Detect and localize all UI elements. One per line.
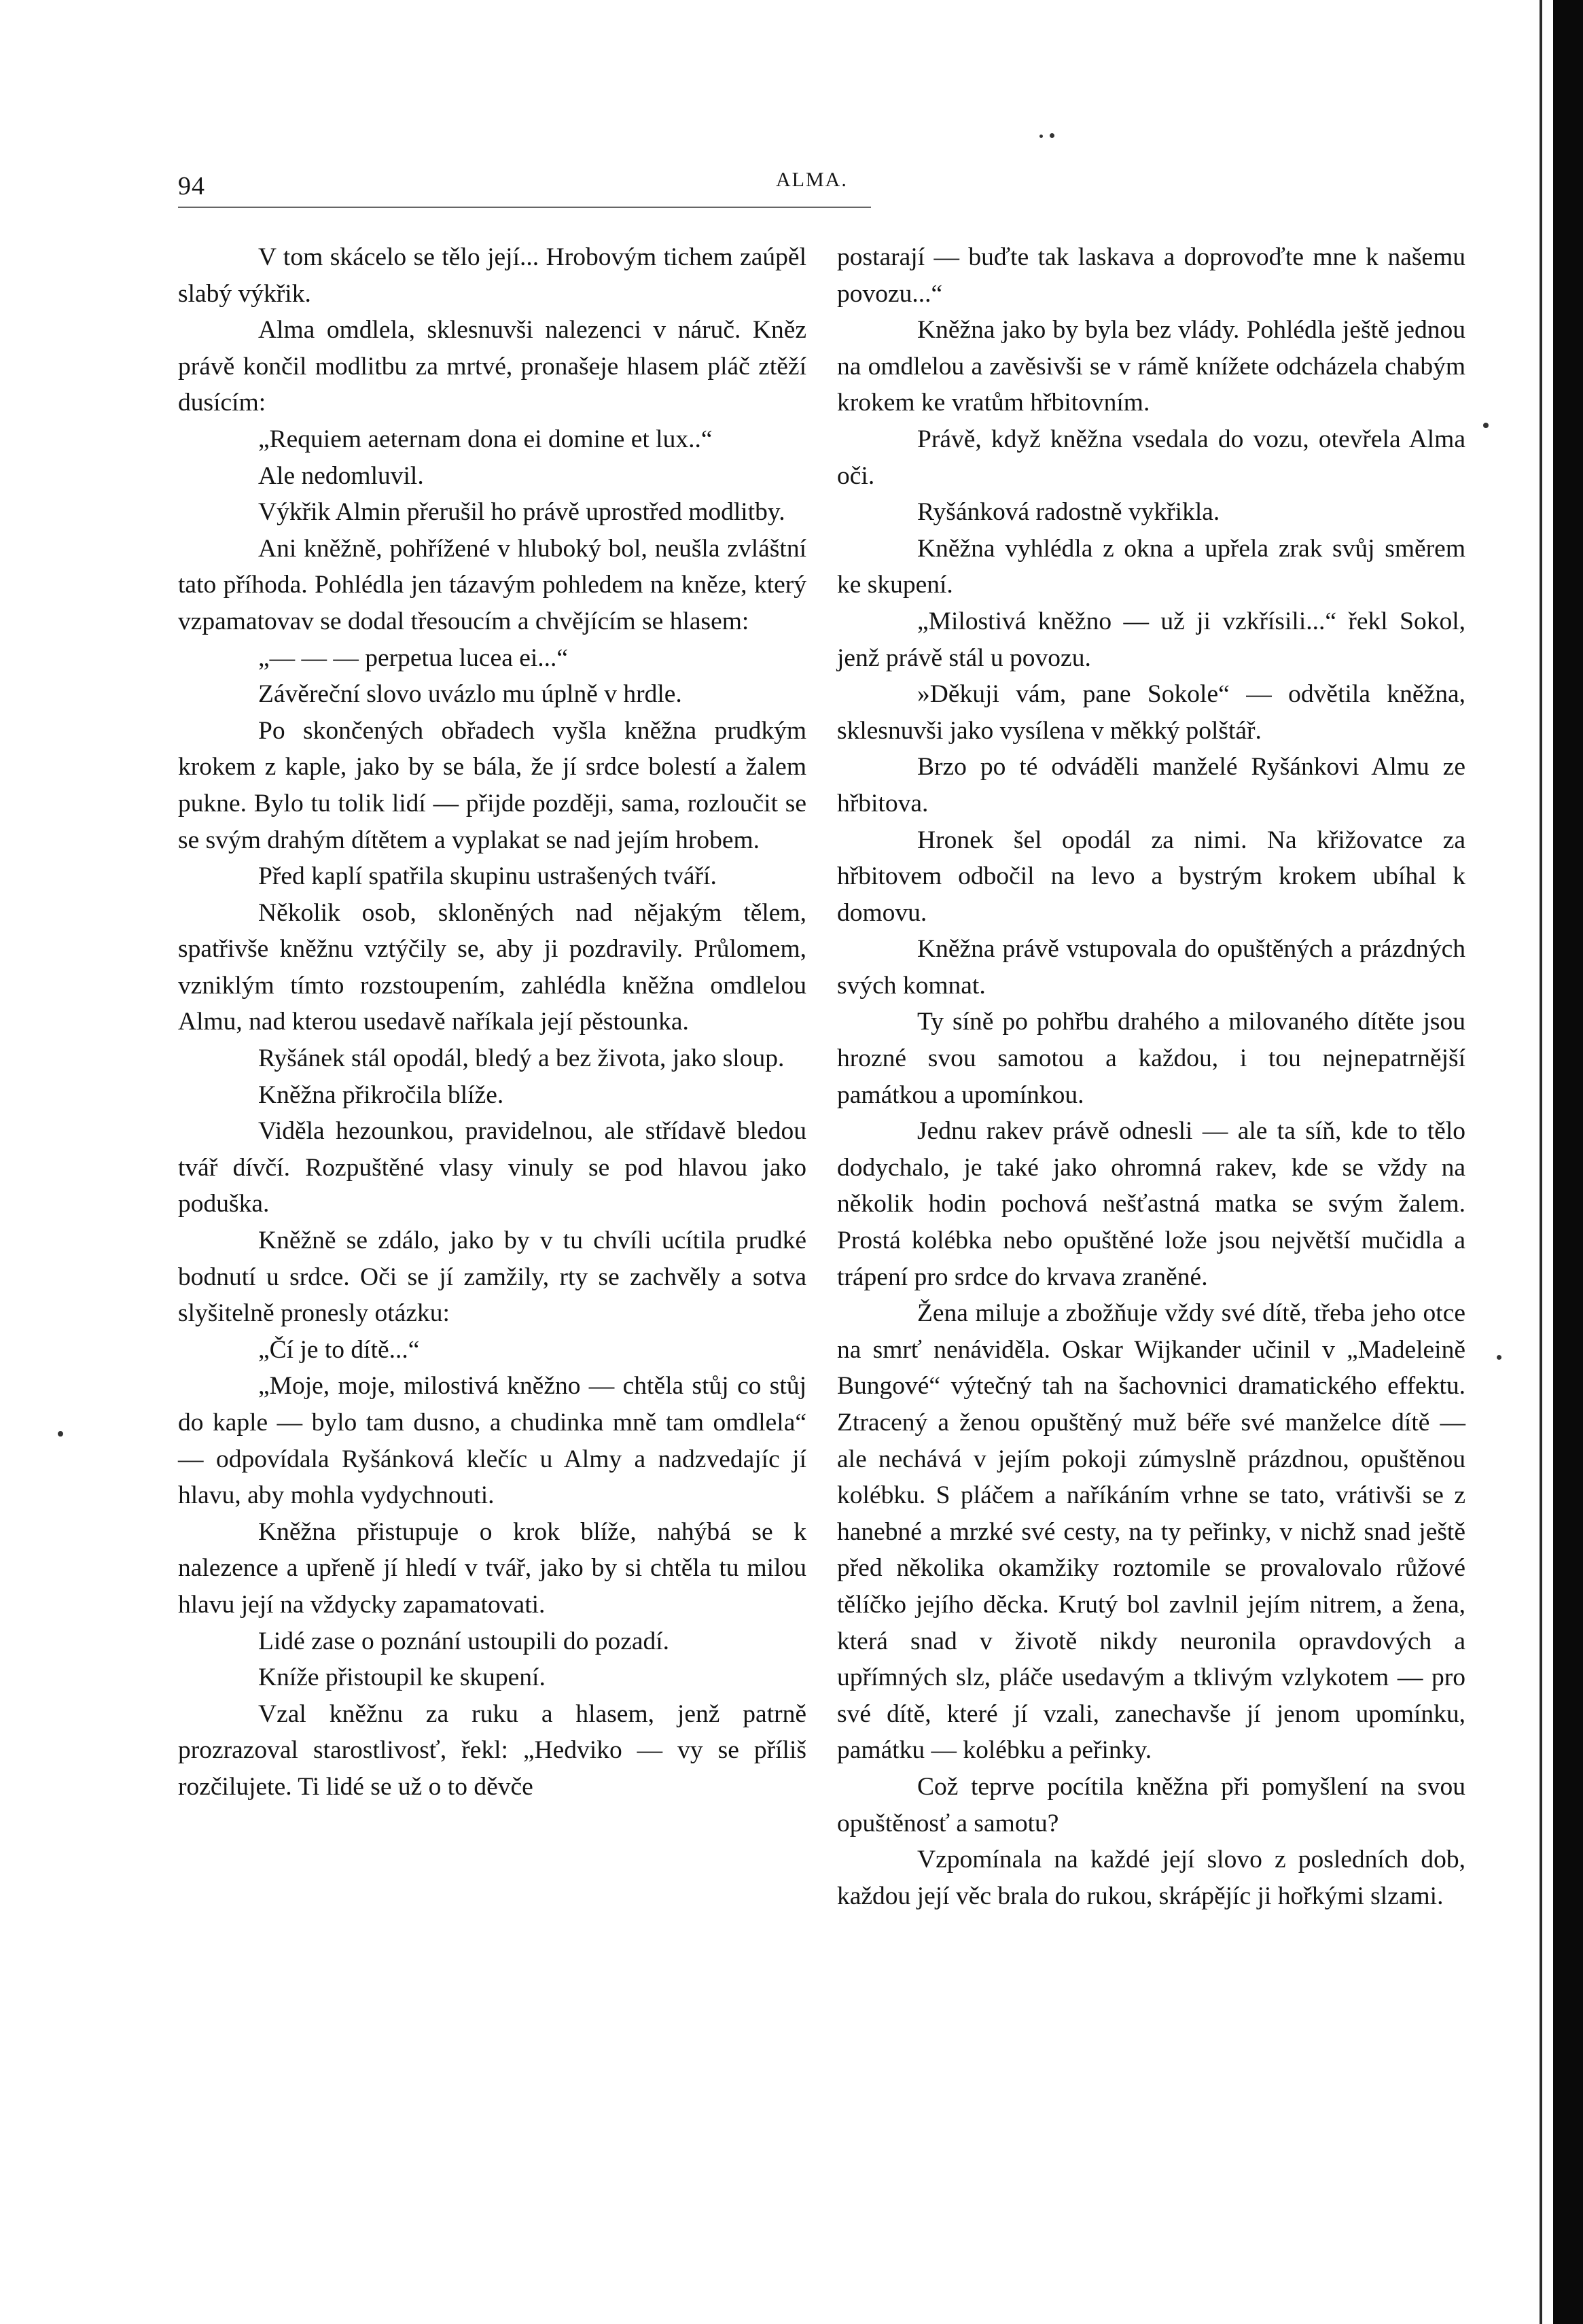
paragraph: Brzo po té odváděli manželé Ryšánkovi Almu ze hřbitova. xyxy=(837,753,1465,817)
scan-speck xyxy=(1050,133,1054,138)
paragraph: „Moje, moje, milostivá kněžno — chtěla stůj co stůj do kaple — bylo tam dusno, a chudinka mně tam omdlela“ — odpovídala Ryšánková klečíc u Almy a nadzvedajíc jí hlavu, aby mohla vydychnouti. xyxy=(178,1372,806,1510)
paragraph: Kněžna jako by byla bez vlády. Pohlédla ještě jednou na omdlelou a zavěsivši se v rámě knížete odcházela chabým krokem ke vratům hřbitovním. xyxy=(837,316,1465,417)
paragraph: Kněžna přistupuje o krok blíže, nahýbá se k nalezence a upřeně jí hledí v tvář, jako by si chtěla tu milou hlavu její na vždycky zapamatovati. xyxy=(178,1517,806,1619)
paragraph: postarají — buďte tak laskava a doprovoďte mne k našemu povozu...“ xyxy=(837,243,1465,308)
paragraph: Viděla hezounkou, pravidelnou, ale střídavě bledou tvář dívčí. Rozpuštěné vlasy vinuly se pod hlavou jako poduška. xyxy=(178,1117,806,1218)
page-header xyxy=(178,169,871,209)
scan-edge-bar xyxy=(1553,0,1583,2324)
paragraph: Kněžna právě vstupovala do opuštěných a prázdných svých komnat. xyxy=(837,935,1465,1000)
paragraph: Lidé zase o poznání ustoupili do pozadí. xyxy=(258,1627,670,1655)
paragraph: „Milostivá kněžno — už ji vzkřísili...“ řekl Sokol, jenž právě stál u povozu. xyxy=(837,607,1465,672)
paragraph: „Requiem aeternam dona ei domine et lux..“ xyxy=(258,425,713,453)
paragraph: Závěreční slovo uvázlo mu úplně v hrdle. xyxy=(258,680,682,709)
paragraph: Právě, když kněžna vsedala do vozu, otevřela Alma oči. xyxy=(837,425,1465,490)
right-text-column xyxy=(837,239,1465,2115)
paragraph: Kněžně se zdálo, jako by v tu chvíli ucítila prudké bodnutí u srdce. Oči se jí zamžily, rty se zachvěly a sotva slyšitelně pronesly otázku: xyxy=(178,1227,806,1328)
paragraph: Což teprve pocítila kněžna při pomyšlení na svou opuštěnosť a samotu? xyxy=(837,1772,1465,1837)
paragraph: Ryšánková radostně vykřikla. xyxy=(917,498,1220,527)
paragraph: »Děkuji vám, pane Sokole“ — odvětila kněžna, sklesnuvši jako vysílena v měkký polštář. xyxy=(837,680,1465,745)
paragraph: „Čí je to dítě...“ xyxy=(258,1335,420,1364)
scan-edge-line xyxy=(1540,0,1542,2324)
paragraph: Po skončených obřadech vyšla kněžna prudkým krokem z kaple, jako by se bála, že jí srdce bolestí a žalem pukne. Bylo tu tolik lidí — přijde později, sama, rozloučit se se svým drahým dítětem a vyplakat se nad jejím hrobem. xyxy=(178,716,806,854)
paragraph: Kněžna přikročila blíže. xyxy=(258,1080,504,1109)
paragraph: V tom skácelo se tělo její... Hrobovým tichem zaúpěl slabý výkřik. xyxy=(178,243,806,308)
header-rule xyxy=(178,207,871,208)
paragraph: Několik osob, skloněných nad nějakým tělem, spatřivše kněžnu vztýčily se, aby ji pozdravily. Průlomem, vzniklým tímto rozstoupením, zahlédla kněžna omdlelou Almu, nad kterou usedavě naříkala její pěstounka. xyxy=(178,898,806,1036)
paragraph: Ani kněžně, pohřížené v hluboký bol, neušla zvláštní tato příhoda. Pohlédla jen tázavým pohledem na kněze, který vzpamatovav se dodal třesoucím a chvějícím se hlasem: xyxy=(178,534,806,635)
left-text-column xyxy=(178,239,806,2115)
paragraph: Žena miluje a zbožňuje vždy své dítě, třeba jeho otce na smrť nenáviděla. Oskar Wijkander učinil v „Madeleině Bungové“ výtečný tah na šachovnici dramatického effektu. Ztracený a ženou opuštěný muž béře své manželce dítě — ale nechává v jejím pokoji zúmyslně prázdnou, opuštěnou kolébku. S pláčem a naříkáním vrhne se tato, vrátivši se z hanebné a mrzké své cesty, na ty peřinky, v nichž snad ještě před několika okamžiky roztomile se provalovalo růžové tělíčko jejího děcka. Krutý bol zavlnil jejím nitrem, a žena, která snad v životě nikdy neuronila opravdových a upřímných slz, pláče usedavým a tklivým vzlykotem — pro své dítě, které jí vzali, zanechavše jí jenom upomínku, památku — kolébku a peřinky. xyxy=(837,1299,1465,1765)
running-title: ALMA. xyxy=(776,169,848,191)
paragraph: Ale nedomluvil. xyxy=(258,461,424,490)
paragraph: Jednu rakev právě odnesli — ale ta síň, kde to tělo dodychalo, je také jako ohromná rakev, kde se vždy na několik hodin pochová nešťastná matka se svým žalem. Prostá kolébka nebo opuštěné lože jsou největší mučidla a trápení pro srdce do krvava zraněné. xyxy=(837,1117,1465,1291)
paragraph: Kněžna vyhlédla z okna a upřela zrak svůj směrem ke skupení. xyxy=(837,534,1465,599)
paragraph: Alma omdlela, sklesnuvši nalezenci v náruč. Kněz právě končil modlitbu za mrtvé, pronašeje hlasem pláč ztěží dusícím: xyxy=(178,316,806,417)
paragraph: Před kaplí spatřila skupinu ustrašených tváří. xyxy=(258,862,717,891)
paragraph: Hronek šel opodál za nimi. Na křižovatce za hřbitovem odbočil na levo a bystrým krokem ubíhal k domovu. xyxy=(837,826,1465,927)
paragraph: Vzal kněžnu za ruku a hlasem, jenž patrně prozrazoval starostlivosť, řekl: „Hedviko — vy se příliš rozčilujete. Ti lidé se už o to děvče xyxy=(178,1700,806,1801)
paragraph: Výkřik Almin přerušil ho právě uprostřed modlitby. xyxy=(258,498,785,527)
paragraph: Vzpomínala na každé její slovo z posledních dob, každou její věc brala do rukou, skrápějíc ji hořkými slzami. xyxy=(837,1846,1465,1910)
scan-speck xyxy=(1483,423,1489,428)
paragraph: Ryšánek stál opodál, bledý a bez života, jako sloup. xyxy=(258,1044,785,1073)
page-number: 94 xyxy=(178,172,205,200)
scan-speck xyxy=(58,1431,63,1437)
paragraph: „— — — perpetua lucea ei...“ xyxy=(258,644,569,672)
paragraph: Kníže přistoupil ke skupení. xyxy=(258,1663,546,1692)
scan-speck xyxy=(1497,1355,1501,1360)
scan-speck xyxy=(1039,135,1043,138)
paragraph: Ty síně po pohřbu drahého a milovaného dítěte jsou hrozné svou samotou a každou, i tou nejnepatrnější památkou a upomínkou. xyxy=(837,1008,1465,1109)
